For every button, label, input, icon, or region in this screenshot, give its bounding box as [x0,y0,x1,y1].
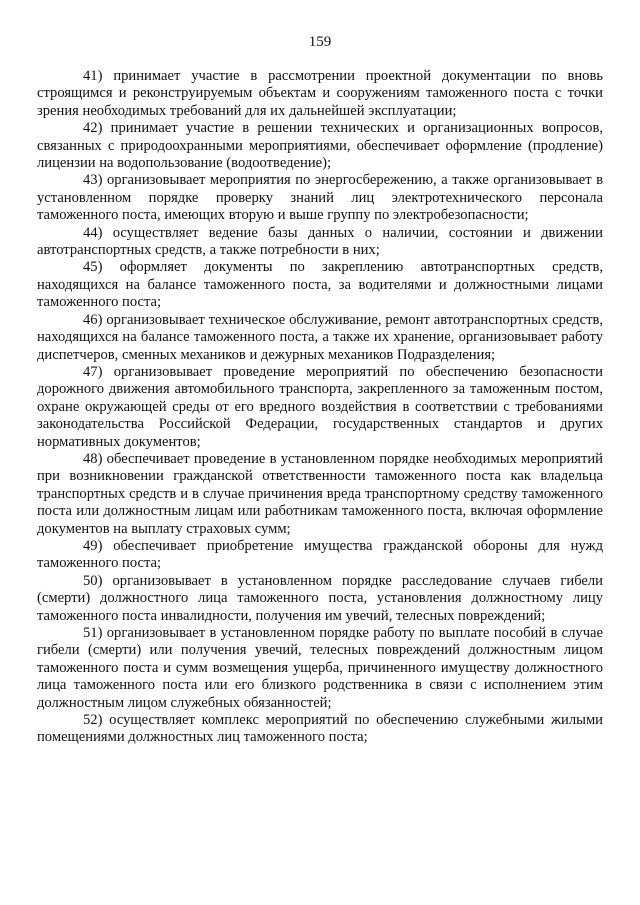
list-item-44: 44) осуществляет ведение базы данных о наличии, состоянии и движении автотранспортных средств, а также потребности в них; [37,224,603,259]
list-item-45: 45) оформляет документы по закреплению автотранспортных средств, находящихся на балансе таможенного поста, за водителями и должностными лицами таможенного поста; [37,259,603,311]
list-item-41: 41) принимает участие в рассмотрении проектной документации по вновь строящимся и реконструируемым объектам и сооружениям таможенного поста с точки зрения необходимых требований для их дальнейшей эксплуатации; [37,68,603,119]
list-item-51: 51) организовывает в установленном порядке работу по выплате пособий в случае гибели (смерти) или получения увечий, телесных повреждений должностным лицом таможенного поста и сумм возмещения ущерба, причиненного имуществу должностного лица таможенного поста или его близкого родственника в связи с исполнением этим должностным лицом служебных обязанностей; [37,625,603,711]
list-item-49: 49) обеспечивает приобретение имущества гражданской обороны для нужд таможенного поста; [37,537,603,572]
list-item-42: 42) принимает участие в решении технических и организационных вопросов, связанных с природоохранными мероприятиями, обеспечивает оформление (продление) лицензии на водопользование (водоотведение); [37,120,603,172]
list-item-47: 47) организовывает проведение мероприятий по обеспечению безопасности дорожного движения автомобильного транспорта, закрепленного за таможенным постом, охране окружающей среды от его вредного воздействия в соответствии с требованиями законодательства Российской Федерации, государственных стандартов и других нормативных документов; [37,363,603,450]
list-item-50: 50) организовывает в установленном порядке расследование случаев гибели (смерти) должностного лица таможенного поста, установления должностному лицу таможенного поста инвалидности, получения им увечий, телесных повреждений; [37,572,603,624]
list-item-52: 52) осуществляет комплекс мероприятий по обеспечению служебными жилыми помещениями должностных лиц таможенного поста; [37,712,603,746]
list-item-48: 48) обеспечивает проведение в установленном порядке необходимых мероприятий при возникновении гражданской ответственности таможенного поста как владельца транспортных средств и в случае причинения вреда транспортному средству таможенного поста или должностным лицам или работникам таможенного поста, включая оформление документов на выплату страховых сумм; [37,450,603,537]
list-item-46: 46) организовывает техническое обслуживание, ремонт автотранспортных средств, находящихся на балансе таможенного поста, а также их хранение, организовывает работу диспетчеров, сменных механиков и дежурных механиков Подразделения; [37,311,603,363]
document-body [37,68,603,747]
list-item-43: 43) организовывает мероприятия по энергосбережению, а также организовывает в установленном порядке проверку знаний лиц электротехнического персонала таможенного поста, имеющих вторую и выше группу по электробезопасности; [37,172,603,224]
page-number: 159 [308,34,332,50]
